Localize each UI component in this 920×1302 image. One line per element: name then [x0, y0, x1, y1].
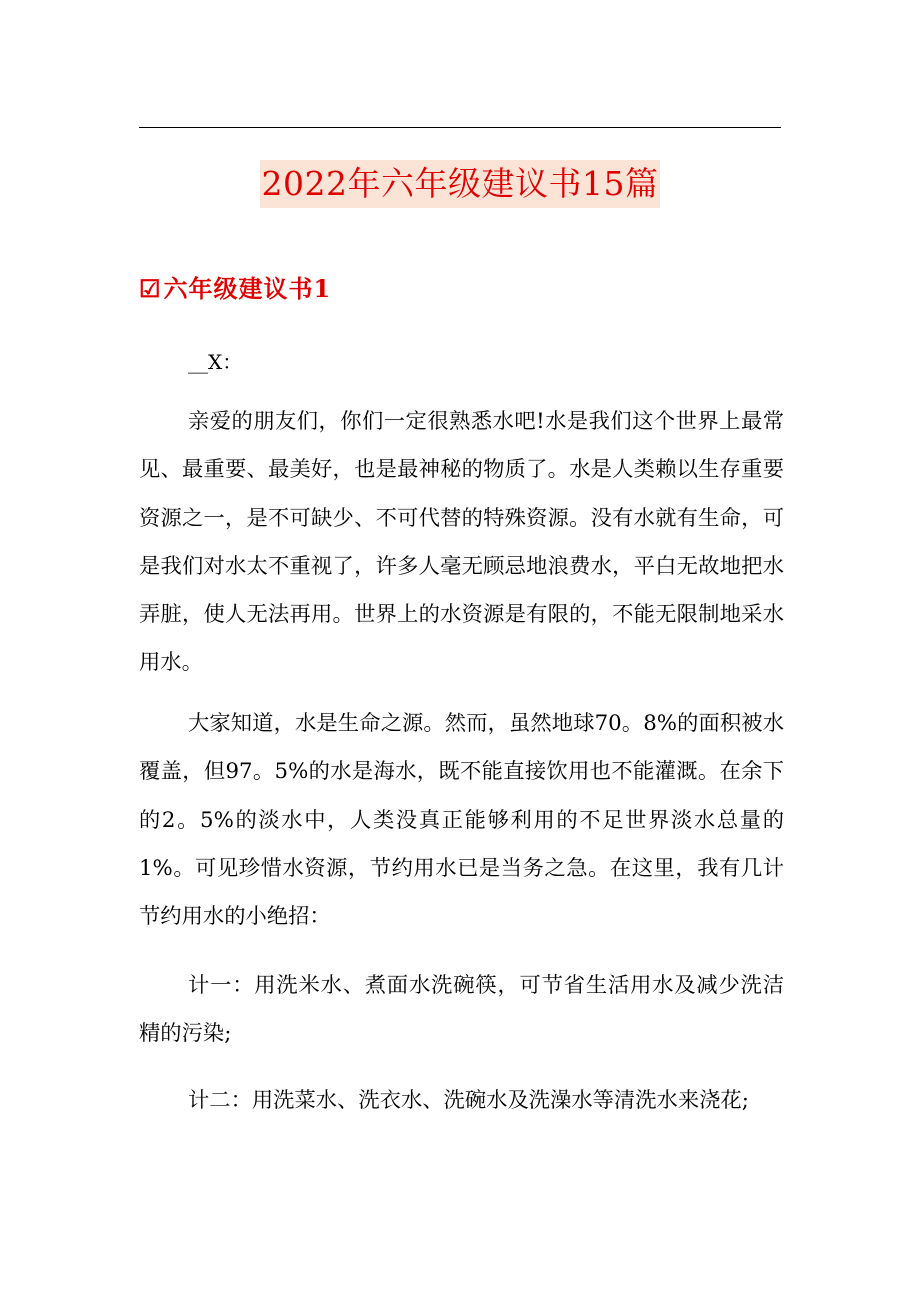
paragraph-1: 亲爱的朋友们，你们一定很熟悉水吧!水是我们这个世界上最常见、最重要、最美好，也是最神秘的物质了。水是人类赖以生存重要资源之一，是不可缺少、不可代替的特殊资源。没有水就有生命，可是我们对水太不重视了，许多人毫无顾忌地浪费水，平白无故地把水弄脏，使人无法再用。世界上的水资源是有限的，不能无限制地采水用水。: [139, 409, 784, 676]
paragraph-2: 大家知道，水是生命之源。然而，虽然地球70。8%的面积被水覆盖，但97。5%的水是海水，既不能直接饮用也不能灌溉。在余下的2。5%的淡水中，人类没真正能够利用的不足世界淡水总量的1%。可见珍惜水资源，节约用水已是当务之急。在这里，我有几计节约用水的小绝招：: [139, 711, 784, 930]
paragraph-3: 计一：用洗米水、煮面水洗碗筷，可节省生活用水及减少洗洁精的污染;: [139, 973, 784, 1047]
header-rule: [139, 127, 781, 128]
checkbox-icon: ☑: [139, 274, 162, 303]
document-title: 2022年六年级建议书15篇: [260, 160, 661, 208]
section-heading-text: 六年级建议书1: [163, 274, 332, 303]
paragraph-4: 计二：用洗菜水、洗衣水、洗碗水及洗澡水等清洗水来浇花;: [187, 1088, 749, 1113]
salutation: __X：: [188, 350, 243, 374]
title-container: [0, 160, 920, 208]
section-heading: [139, 270, 331, 308]
